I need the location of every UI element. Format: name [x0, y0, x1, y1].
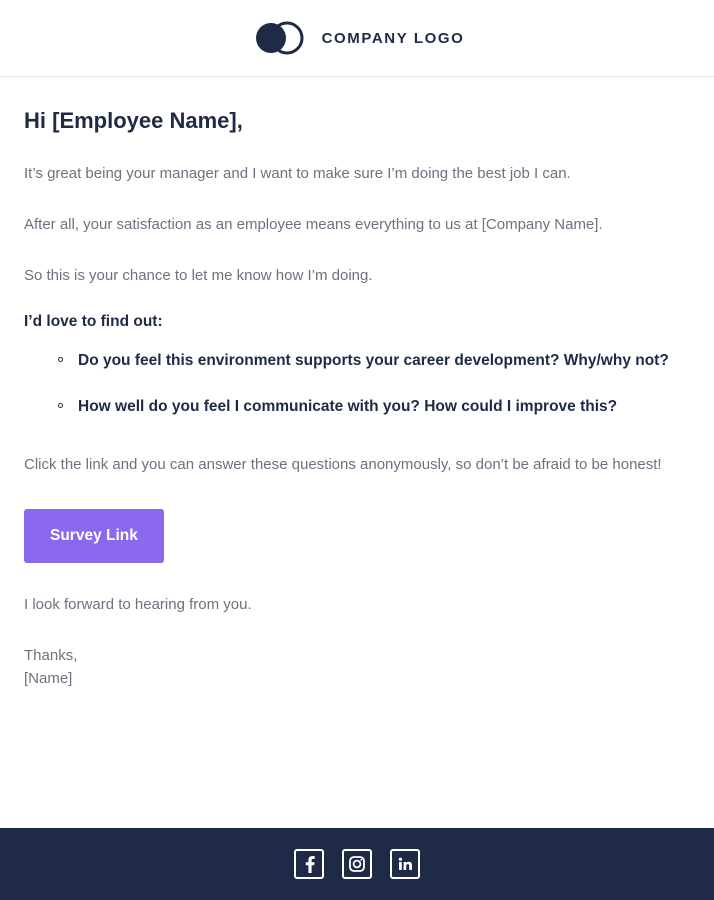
signoff-thanks: Thanks, [24, 646, 78, 664]
email-footer [0, 828, 714, 900]
questions-list [24, 349, 690, 419]
linkedin-icon[interactable] [390, 849, 420, 879]
signoff-name: [Name] [24, 670, 73, 688]
paragraph-4: Click the link and you can answer these questions anonymously, so don’t be afraid to be honest! [24, 456, 662, 474]
logo-text: COMPANY LOGO [321, 29, 465, 47]
list-item: Do you feel this environment supports your career development? Why/why not? [58, 349, 690, 373]
greeting-heading: Hi [Employee Name], [24, 108, 243, 133]
email-body [0, 77, 714, 828]
two-overlapping-circles-logo-icon [250, 18, 308, 58]
questions-subheading: I’d love to find out: [24, 313, 163, 331]
paragraph-2: After all, your satisfaction as an employee means everything to us at [Company Name]. [24, 215, 603, 233]
instagram-icon[interactable] [342, 849, 372, 879]
paragraph-3: So this is your chance to let me know how I’m doing. [24, 267, 373, 285]
cta-container [24, 505, 690, 563]
survey-link-button[interactable]: Survey Link [24, 509, 164, 563]
email-header [0, 0, 714, 77]
brand-logo [250, 18, 465, 58]
facebook-icon[interactable] [294, 849, 324, 879]
list-item: How well do you feel I communicate with you? How could I improve this? [58, 395, 690, 419]
paragraph-5: I look forward to hearing from you. [24, 595, 252, 613]
paragraph-1: It’s great being your manager and I want to make sure I’m doing the best job I can. [24, 164, 571, 182]
